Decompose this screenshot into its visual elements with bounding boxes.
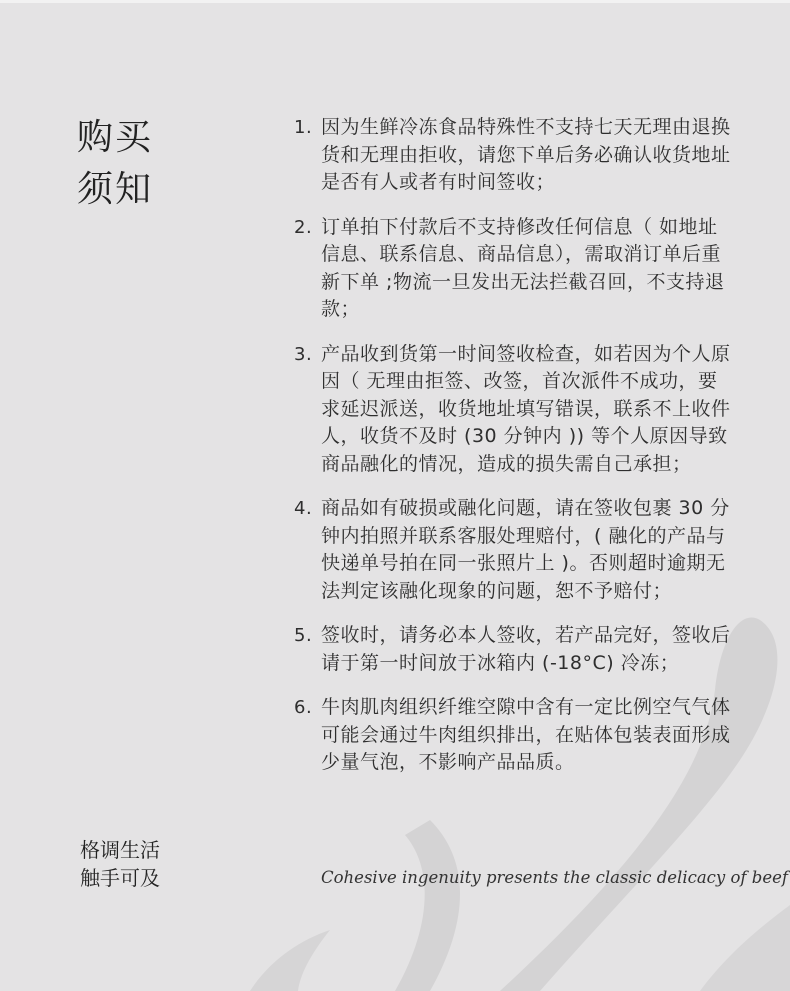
- notice-item-2: [294, 214, 734, 324]
- slogan-line-1: 格调生活: [80, 838, 160, 862]
- english-tagline: Cohesive ingenuity presents the classic delicacy of beef: [321, 868, 788, 887]
- notice-item-3: [294, 341, 734, 479]
- notice-list: [294, 114, 734, 794]
- notice-number: 1.: [294, 117, 313, 138]
- notice-number: 2.: [294, 216, 313, 238]
- notice-number: 4.: [294, 498, 313, 519]
- notice-item-1: [294, 114, 734, 197]
- notice-text: 牛肉肌肉组织纤维空隙中含有一定比例空气气体可能会通过牛肉组织排出，在贴体包装表面形成少量气泡，不影响产品品质。: [321, 696, 731, 773]
- slogan: [80, 836, 160, 892]
- notice-number: 5.: [294, 625, 313, 646]
- notice-text: 商品如有破损或融化问题，请在签收包裹 30 分钟内拍照并联系客服处理赔付，( 融化的产品与快递单号拍在同一张照片上 )。否则超时逾期无法判定该融化现象的问题，恕不予赔付；: [321, 497, 730, 602]
- notice-text: 订单拍下付款后不支持修改任何信息（ 如地址信息、联系信息、商品信息），需取消订单后重新下单 ;物流一旦发出无法拦截召回，不支持退款；: [321, 215, 725, 320]
- notice-item-4: [294, 495, 734, 605]
- notice-number: 3.: [294, 343, 313, 365]
- notice-text: 产品收到货第一时间签收检查，如若因为个人原因（ 无理由拒签、改签，首次派件不成功，要求延迟派送，收货地址填写错误，联系不上收件人，收货不及时 (30 分钟内 )) 等个人原因导致商品融化的情况，造成的损失需自己承担；: [321, 342, 731, 475]
- purchase-notice-heading: [77, 112, 157, 216]
- heading-line-2: 须知: [77, 169, 154, 210]
- slogan-line-2: 触手可及: [80, 866, 160, 890]
- notice-text: 因为生鲜冷冻食品特殊性不支持七天无理由退换货和无理由拒收，请您下单后务必确认收货地址是否有人或者有时间签收；: [321, 116, 731, 193]
- notice-number: 6.: [294, 697, 313, 718]
- top-divider: [0, 0, 790, 3]
- heading-line-1: 购买: [77, 117, 154, 158]
- notice-item-6: [294, 694, 734, 777]
- notice-item-5: [294, 622, 734, 677]
- notice-text: 签收时，请务必本人签收，若产品完好，签收后请于第一时间放于冰箱内 (-18°C) 冷冻；: [321, 624, 731, 674]
